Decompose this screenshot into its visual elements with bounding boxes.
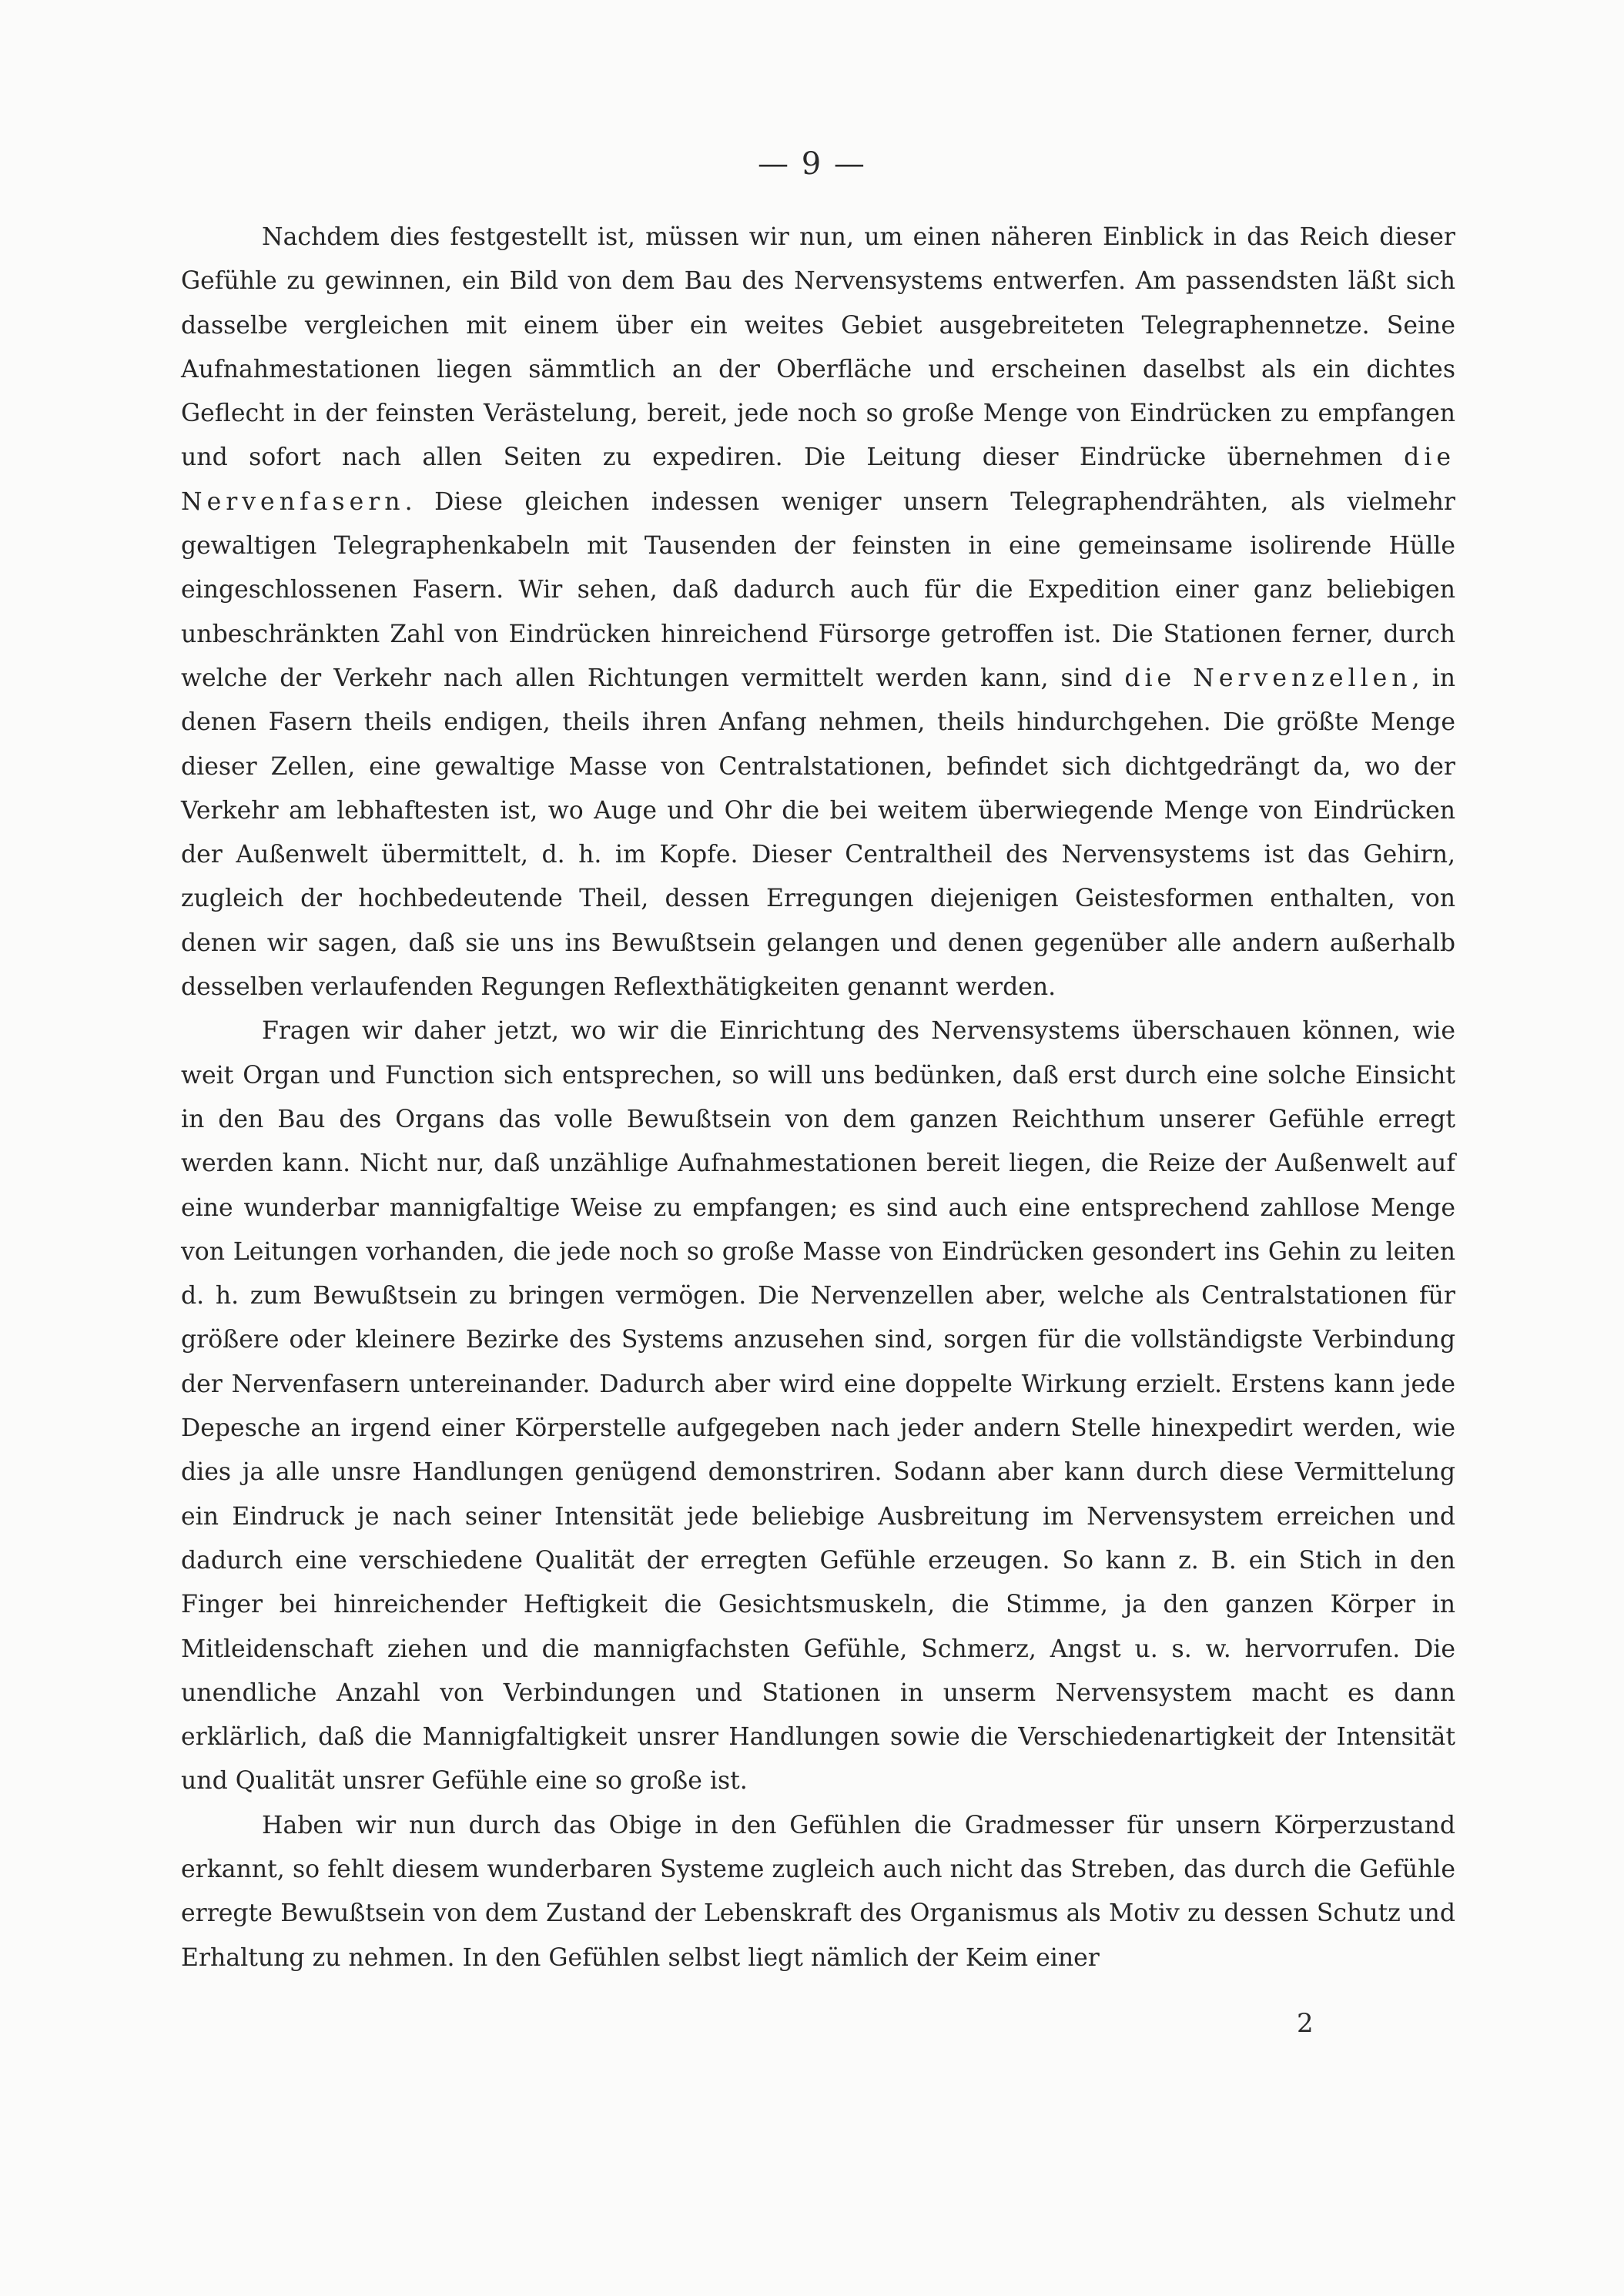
paragraph-1 (181, 216, 1455, 1009)
text-run: Nachdem dies festgestellt ist, müssen wir nun, um einen näheren Einblick in das Reich dieser Gefühle zu gewinnen, ein Bild von dem Bau des Nervensystems entwerfen. Am passendsten läßt sich dasselbe vergleichen mit einem über ein weites Gebiet ausgebreiteten Telegraphennetze. Seine Aufnahmestationen liegen sämmtlich an der Oberfläche und erscheinen daselbst als ein dichtes Geflecht in der feinsten Verästelung, bereit, jede noch so große Menge von Eindrücken zu empfangen und sofort nach allen Seiten zu expediren. Die Leitung dieser Eindrücke übernehmen (181, 223, 1455, 472)
signature-mark: 2 (1297, 2008, 1314, 2039)
text-run: Haben wir nun durch das Obige in den Gefühlen die Gradmesser für unsern Körperzustand erkannt, so fehlt diesem wunderbaren Systeme zugleich auch nicht das Streben, das durch die Gefühle erregte Bewußtsein von dem Zustand der Lebenskraft des Organismus als Motiv zu dessen Schutz und Erhaltung zu nehmen. In den Gefühlen selbst liegt nämlich der Keim einer (181, 1811, 1455, 1972)
paragraph-2 (181, 1009, 1455, 1803)
page-number: — 9 — (758, 146, 866, 182)
spaced-term-nervenzellen: die Nervenzellen (1124, 664, 1412, 692)
text-run: Fragen wir daher jetzt, wo wir die Einrichtung des Nervensystems überschauen können, wie weit Organ und Function sich entsprechen, so will uns bedünken, daß erst durch eine solche Einsicht in den Bau des Organs das volle Bewußtsein von dem ganzen Reichthum unserer Gefühle erregt werden kann. Nicht nur, daß unzählige Aufnahmestationen bereit liegen, die Reize der Außenwelt auf eine wunderbar mannigfaltige Weise zu empfangen; es sind auch eine entsprechend zahllose Menge von Leitungen vorhanden, die jede noch so große Masse von Eindrücken gesondert ins Gehin zu leiten d. h. zum Bewußtsein zu bringen vermögen. Die Nervenzellen aber, welche als Centralstationen für größere oder kleinere Bezirke des Systems anzusehen sind, sorgen für die vollständigste Verbindung der Nervenfasern untereinander. Dadurch aber wird eine doppelte Wirkung erzielt. Erstens kann jede Depesche an irgend einer Körperstelle aufgegeben nach jeder andern Stelle hinexpedirt werden, wie dies ja alle unsre Handlungen genügend demonstriren. Sodann aber kann durch diese Vermittelung ein Eindruck je nach seiner Intensität jede beliebige Ausbreitung im Nervensystem erreichen und dadurch eine verschiedene Qualität der erregten Gefühle erzeugen. So kann z. B. ein Stich in den Finger bei hinreichender Heftigkeit die Gesichtsmuskeln, die Stimme, ja den ganzen Körper in Mitleidenschaft ziehen und die mannigfachsten Gefühle, Schmerz, Angst u. s. w. hervorrufen. Die unendliche Anzahl von Verbindungen und Stationen in unserm Nervensystem macht es dann erklärlich, daß die Mannigfaltigkeit unsrer Handlungen sowie die Verschiedenartigkeit der Intensität und Qualität unsrer Gefühle eine so große ist. (181, 1017, 1455, 1796)
text-run: . Diese gleichen indessen weniger unsern Telegraphendrähten, als vielmehr gewaltigen Telegraphenkabeln mit Tausenden der feinsten in eine gemeinsame isolirende Hülle eingeschlossenen Fasern. Wir sehen, daß dadurch auch für die Expedition einer ganz beliebigen unbeschränkten Zahl von Eindrücken hinreichend Fürsorge getroffen ist. Die Stationen ferner, durch welche der Verkehr nach allen Richtungen vermittelt werden kann, sind (181, 487, 1455, 692)
paragraph-3 (181, 1804, 1455, 1980)
text-run: , in denen Fasern theils endigen, theils ihren Anfang nehmen, theils hindurchgehen. Die größte Menge dieser Zellen, eine gewaltige Masse von Centralstationen, befindet sich dichtgedrängt da, wo der Verkehr am lebhaftesten ist, wo Auge und Ohr die bei weitem überwiegende Menge von Eindrücken der Außenwelt übermittelt, d. h. im Kopfe. Dieser Centraltheil des Nervensystems ist das Gehirn, zugleich der hochbedeutende Theil, dessen Erregungen diejenigen Geistesformen enthalten, von denen wir sagen, daß sie uns ins Bewußtsein gelangen und denen gegenüber alle andern außerhalb desselben verlaufenden Regungen Reflexthätigkeiten genannt werden. (181, 664, 1455, 1002)
spaced-term-nervenfasern: die Nervenfasern (181, 443, 1455, 516)
body-text (181, 216, 1455, 1980)
